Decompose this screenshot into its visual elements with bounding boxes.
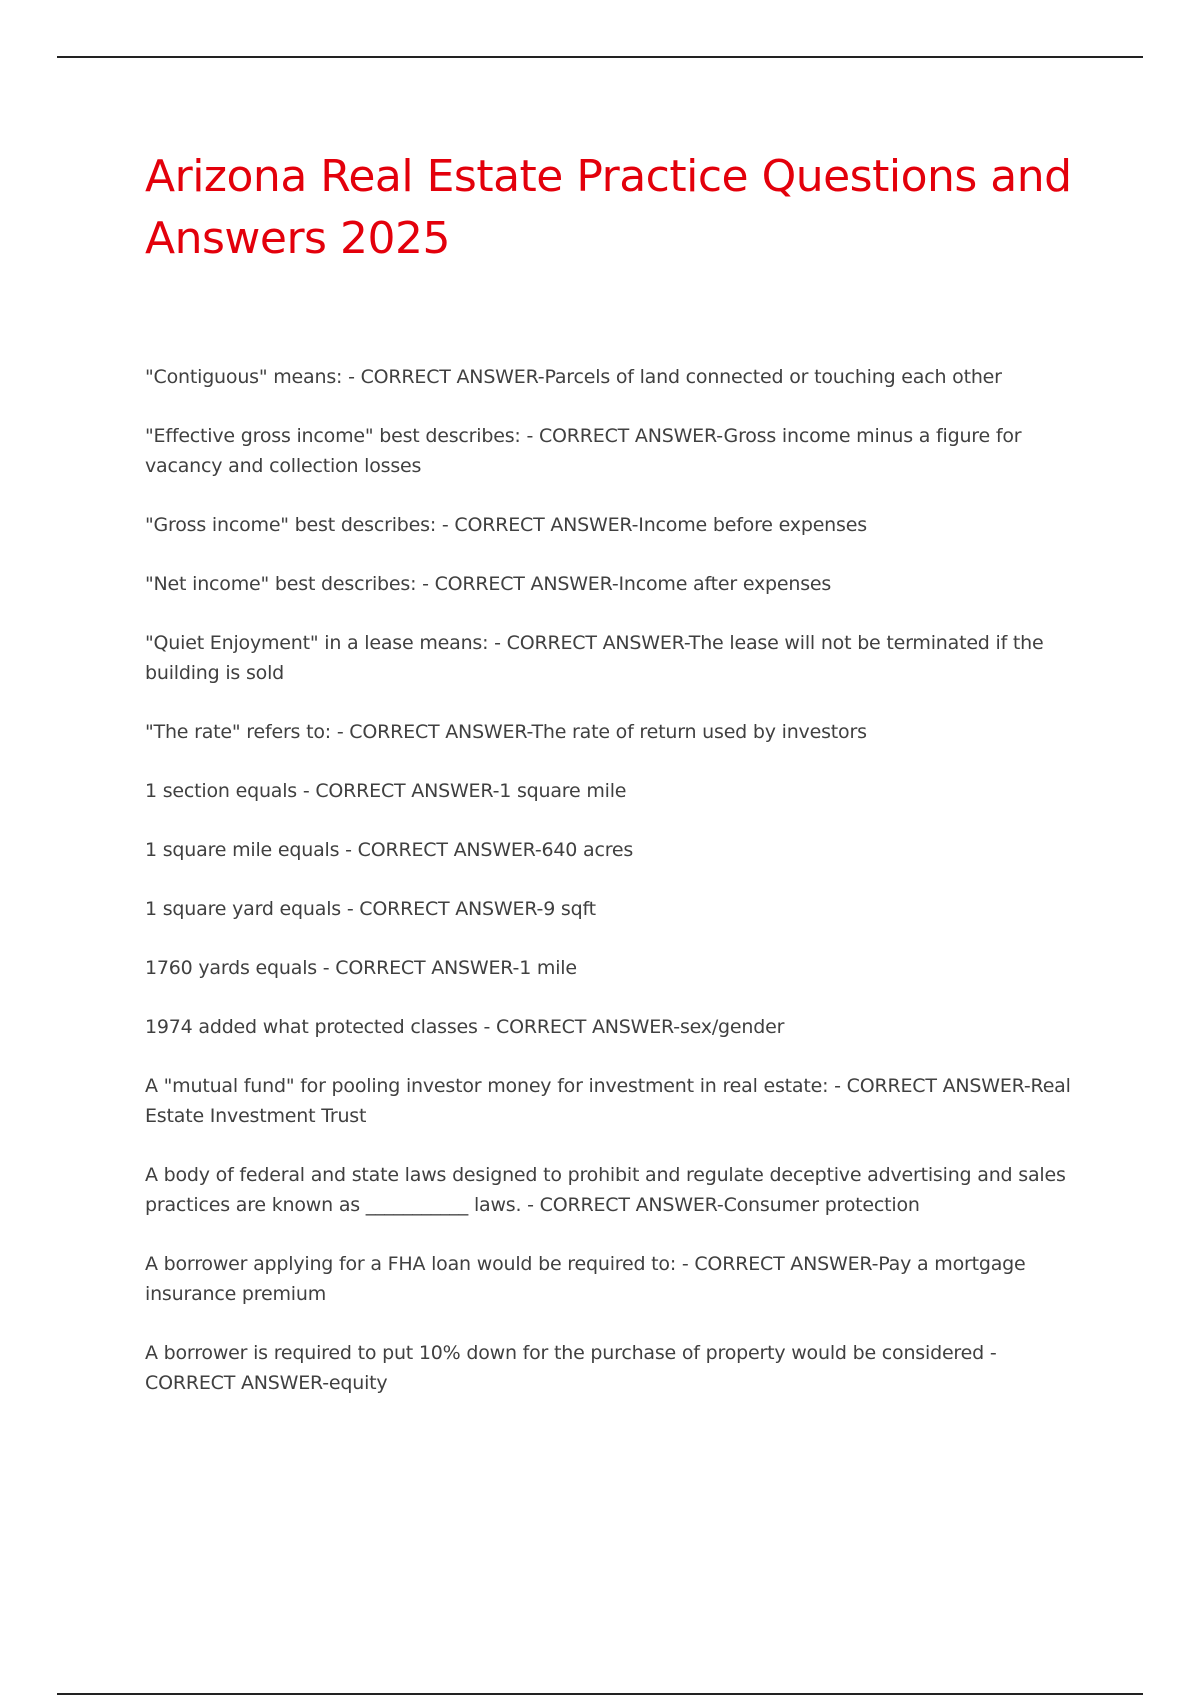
qa-item: A borrower applying for a FHA loan would be required to: - CORRECT ANSWER-Pay a mortgage insurance premium — [145, 1253, 1026, 1305]
qa-item: "Contiguous" means: - CORRECT ANSWER-Parcels of land connected or touching each other — [145, 366, 1002, 388]
qa-item: "Gross income" best describes: - CORRECT ANSWER-Income before expenses — [145, 514, 867, 536]
qa-item: "The rate" refers to: - CORRECT ANSWER-The rate of return used by investors — [145, 721, 867, 743]
qa-item: 1 square mile equals - CORRECT ANSWER-640 acres — [145, 839, 634, 861]
qa-item: A body of federal and state laws designed to prohibit and regulate deceptive advertising and sales practices are known as ___________ laws. - CORRECT ANSWER-Consumer protection — [145, 1164, 1066, 1216]
qa-item: "Quiet Enjoyment" in a lease means: - CORRECT ANSWER-The lease will not be terminated if the building is sold — [145, 632, 1044, 684]
qa-item: 1974 added what protected classes - CORRECT ANSWER-sex/gender — [145, 1016, 785, 1038]
qa-item: 1760 yards equals - CORRECT ANSWER-1 mile — [145, 957, 577, 979]
qa-list — [145, 362, 1085, 1427]
qa-item: A "mutual fund" for pooling investor money for investment in real estate: - CORRECT ANSWER-Real Estate Investment Trust — [145, 1075, 1071, 1127]
bottom-rule — [57, 1693, 1143, 1695]
qa-item: A borrower is required to put 10% down for the purchase of property would be considered - CORRECT ANSWER-equity — [145, 1342, 997, 1394]
qa-item: 1 section equals - CORRECT ANSWER-1 square mile — [145, 780, 627, 802]
qa-item: "Net income" best describes: - CORRECT ANSWER-Income after expenses — [145, 573, 832, 595]
document-title: Arizona Real Estate Practice Questions and Answers 2025 — [145, 151, 1072, 264]
top-rule — [57, 56, 1143, 58]
qa-item: 1 square yard equals - CORRECT ANSWER-9 sqft — [145, 898, 596, 920]
qa-item: "Effective gross income" best describes: - CORRECT ANSWER-Gross income minus a figure for vacancy and collection losses — [145, 425, 1022, 477]
